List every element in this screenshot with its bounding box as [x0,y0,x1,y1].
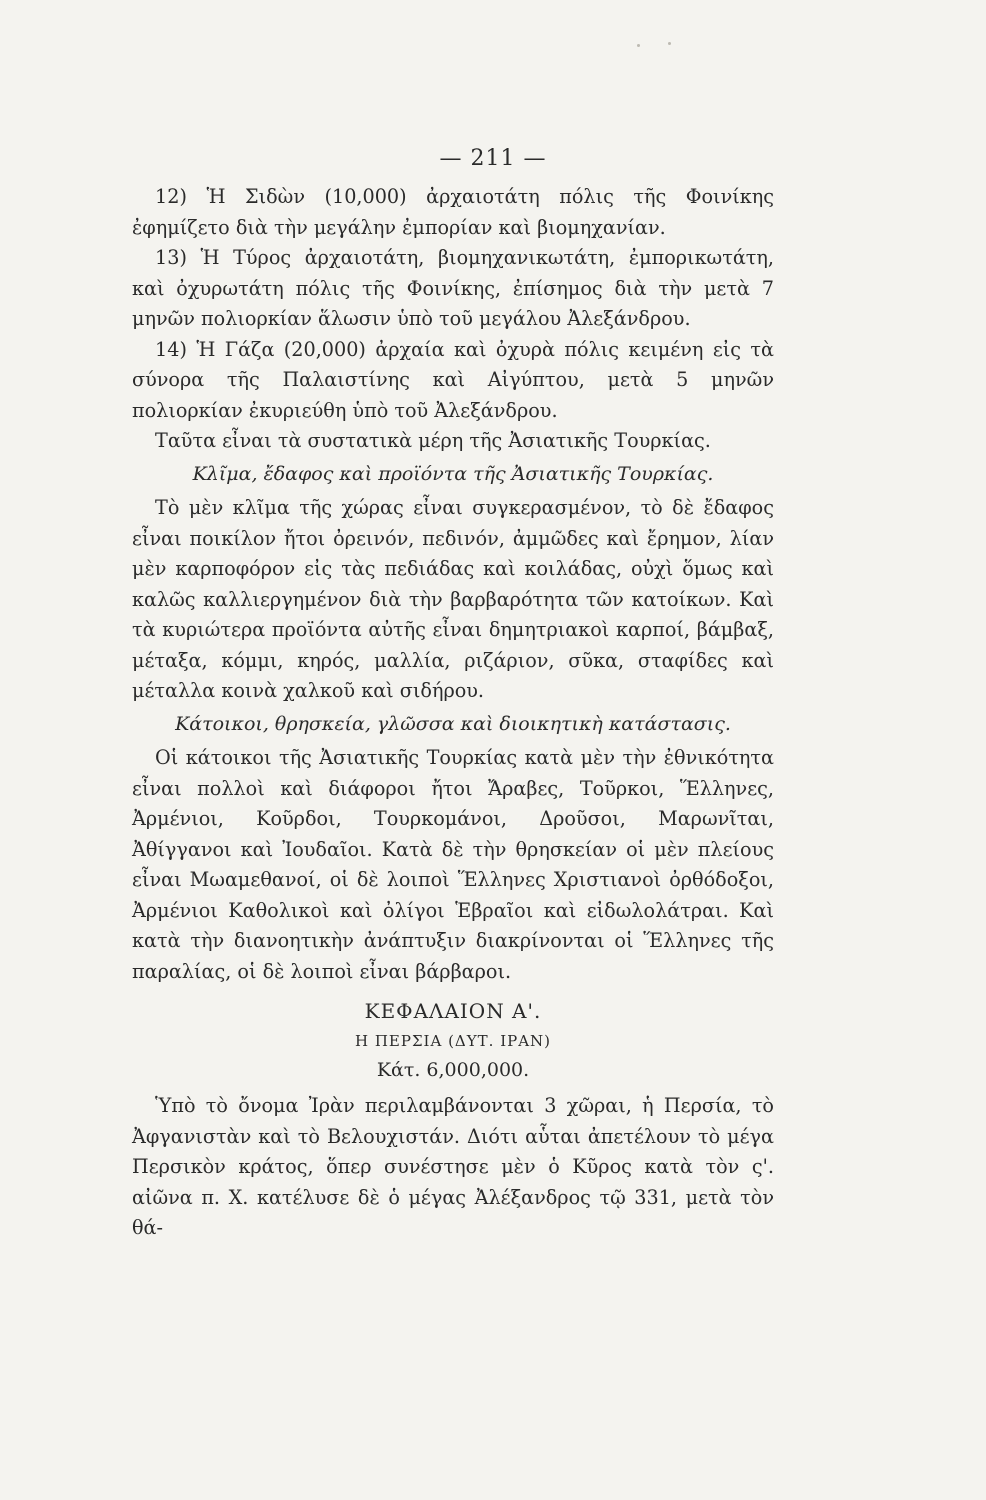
paragraph-climate: Τὸ μὲν κλῖμα τῆς χώρας εἶναι συγκερασμένον, τὸ δὲ ἔδαφος εἶναι ποικίλον ἤτοι ὀρεινόν, πεδινόν, ἀμμῶδες καὶ ἔρημον, λίαν μὲν καρποφόρον εἰς τὰς πεδιάδας καὶ κοιλάδας, οὐχὶ ὅμως καὶ καλῶς καλλιεργημένον διὰ τὴν βαρβαρότητα τῶν κατοίκων. Καὶ τὰ κυριώτερα προϊόντα αὐτῆς εἶναι δημητριακοὶ καρποί, βάμβαξ, μέταξα, κόμμι, κηρός, μαλλία, ριζάριον, σῦκα, σταφίδες καὶ μέταλλα κοινὰ χαλκοῦ καὶ σιδήρου. [132,496,774,702]
paragraph-persia: Ὑπὸ τὸ ὄνομα Ἰρὰν περιλαμβάνονται 3 χῶραι, ἡ Περσία, τὸ Ἀφγανιστὰν καὶ τὸ Βελουχιστάν. Διότι αὗται ἀπετέλουν τὸ μέγα Περσικὸν κράτος, ὅπερ συνέστησε μὲν ὁ Κῦρος κατὰ τὸν ς'. αἰῶνα π. Χ. κατέλυσε δὲ ὁ μέγας Ἀλέξανδρος τῷ 331, μετὰ τὸν θά- [132,1094,774,1239]
paragraph-sidon: 12) Ἡ Σιδὼν (10,000) ἀρχαιοτάτη πόλις τῆς Φοινίκης ἐφημίζετο διὰ τὴν μεγάλην ἐμπορίαν καὶ βιομηχανίαν. [132,185,774,239]
paragraph-summary: Ταῦτα εἶναι τὰ συστατικὰ μέρη τῆς Ἀσιατικῆς Τουρκίας. [155,429,711,452]
chapter-title: ΚΕΦΑΛΑΙΟΝ Α'. [364,999,542,1023]
paragraph-gaza: 14) Ἡ Γάζα (20,000) ἀρχαία καὶ ὀχυρὰ πόλις κειμένη εἰς τὰ σύνορα τῆς Παλαιστίνης καὶ Αἰγύπτου, μετὰ 5 μηνῶν πολιορκίαν ἐκυριεύθη ὑπὸ τοῦ Ἀλεξάνδρου. [132,337,774,422]
chapter-subtitle: Η ΠΕΡΣΙΑ (ΔΥΤ. ΙΡΑΝ) [354,1032,552,1050]
subheading-inhabitants: Κάτοικοι, θρησκεία, γλῶσσα καὶ διοικητικὴ κατάστασις. [175,712,731,735]
page-body [132,182,774,1244]
paper-speck [637,44,640,47]
chapter-population: Κάτ. 6,000,000. [376,1059,530,1081]
subheading-climate: Κλῖμα, ἔδαφος καὶ προϊόντα τῆς Ἀσιατικῆς Τουρκίας. [192,462,714,485]
page-number: — 211 — [439,146,547,171]
paper-speck [668,42,671,45]
chapter-heading [132,995,774,1085]
paragraph-tyros: 13) Ἡ Τύρος ἀρχαιοτάτη, βιομηχανικωτάτη, ἐμπορικωτάτη, καὶ ὀχυρωτάτη πόλις τῆς Φοινίκης, ἐπίσημος διὰ τὴν μετὰ 7 μηνῶν πολιορκίαν ἅλωσιν ὑπὸ τοῦ μεγάλου Ἀλεξάνδρου. [132,246,774,330]
paragraph-inhabitants: Οἱ κάτοικοι τῆς Ἀσιατικῆς Τουρκίας κατὰ μὲν τὴν ἐθνικότητα εἶναι πολλοὶ καὶ διάφοροι ἤτοι Ἄραβες, Τοῦρκοι, Ἕλληνες, Ἀρμένιοι, Κοῦρδοι, Τουρκομάνοι, Δροῦσοι, Μαρωνῖται, Ἀθίγγανοι καὶ Ἰουδαῖοι. Κατὰ δὲ τὴν θρησκείαν οἱ μὲν πλείους εἶναι Μωαμεθανοί, οἱ δὲ λοιποὶ Ἕλληνες Χριστιανοὶ ὀρθόδοξοι, Ἀρμένιοι Καθολικοὶ καὶ ὀλίγοι Ἑβραῖοι καὶ εἰδωλολάτραι. Καὶ κατὰ τὴν διανοητικὴν ἀνάπτυξιν διακρίνονται οἱ Ἕλληνες τῆς παραλίας, οἱ δὲ λοιποὶ εἶναι βάρβαροι. [132,746,774,983]
